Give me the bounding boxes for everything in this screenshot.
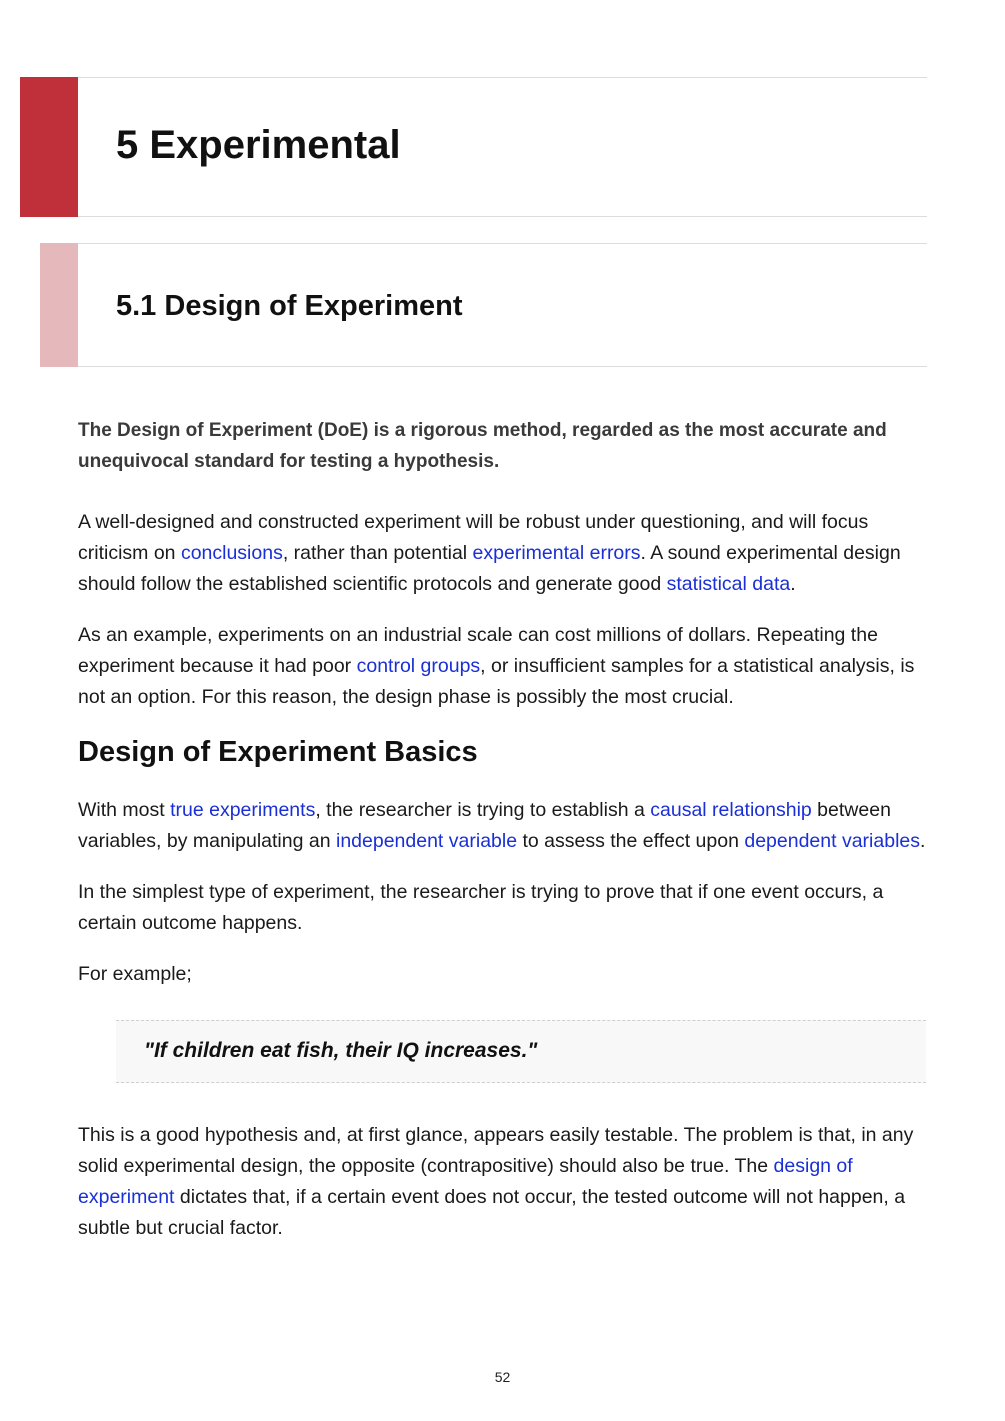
text: This is a good hypothesis and, at first glance, appears easily testable. The problem is that, in any solid experimental design, the opposite (contrapositive) should also be true. The: [78, 1123, 914, 1177]
text: , the researcher is trying to establish a: [315, 798, 651, 821]
paragraph-6: [78, 1120, 926, 1244]
quote-block: [116, 1020, 926, 1083]
link-independent-variable[interactable]: independent variable: [336, 829, 518, 852]
text: With most: [78, 798, 171, 821]
text: .: [920, 829, 926, 852]
text: to assess the effect upon: [517, 829, 745, 852]
link-control-groups[interactable]: control groups: [356, 655, 481, 677]
chapter-header: [20, 77, 927, 217]
text: A well-designed and constructed experiment will be robust under questioning, and will focus criticism on: [78, 511, 869, 564]
text: .: [790, 573, 796, 595]
main-content: [78, 415, 926, 1264]
divider: [78, 366, 927, 367]
link-true-experiments[interactable]: true experiments: [170, 798, 316, 821]
chapter-accent-bar: [20, 77, 78, 217]
divider: [78, 243, 927, 244]
link-statistical-data[interactable]: statistical data: [666, 573, 791, 595]
paragraph-3: [78, 795, 926, 857]
divider: [78, 77, 927, 78]
link-design-of-experiment[interactable]: design of experiment: [78, 1154, 853, 1208]
section-title: 5.1 Design of Experiment: [116, 290, 463, 322]
link-causal-relationship[interactable]: causal relationship: [650, 798, 812, 821]
link-conclusions[interactable]: conclusions: [180, 542, 283, 564]
link-experimental-errors[interactable]: experimental errors: [472, 542, 641, 564]
text: dictates that, if a certain event does not occur, the tested outcome will not happen, a subtle but crucial factor.: [78, 1185, 906, 1239]
section-accent-bar: [40, 243, 78, 367]
text: , or insufficient samples for a statistical analysis, is not an option. For this reason, the design phase is possibly the most crucial.: [78, 655, 915, 708]
text: As an example, experiments on an industrial scale can cost millions of dollars. Repeating the experiment because it had poor: [78, 624, 878, 677]
chapter-title: 5 Experimental: [116, 123, 401, 167]
paragraph-4: In the simplest type of experiment, the researcher is trying to prove that if one event occurs, a certain outcome happens.: [78, 880, 884, 934]
page-number: 52: [494, 1369, 511, 1385]
paragraph-2: [78, 620, 926, 713]
lead-paragraph: The Design of Experiment (DoE) is a rigorous method, regarded as the most accurate and unequivocal standard for testing a hypothesis.: [78, 420, 887, 472]
text: , rather than potential: [282, 542, 473, 564]
link-dependent-variables[interactable]: dependent variables: [744, 829, 920, 852]
quote-text: "If children eat fish, their IQ increases.": [144, 1039, 538, 1063]
text: . A sound experimental design should follow the established scientific protocols and generate good: [78, 542, 901, 595]
paragraph-5: For example;: [78, 962, 192, 985]
subheading: Design of Experiment Basics: [78, 736, 478, 768]
divider: [78, 216, 927, 217]
paragraph-1: [78, 507, 926, 600]
section-header: [40, 243, 927, 367]
text: between variables, by manipulating an: [78, 798, 891, 852]
